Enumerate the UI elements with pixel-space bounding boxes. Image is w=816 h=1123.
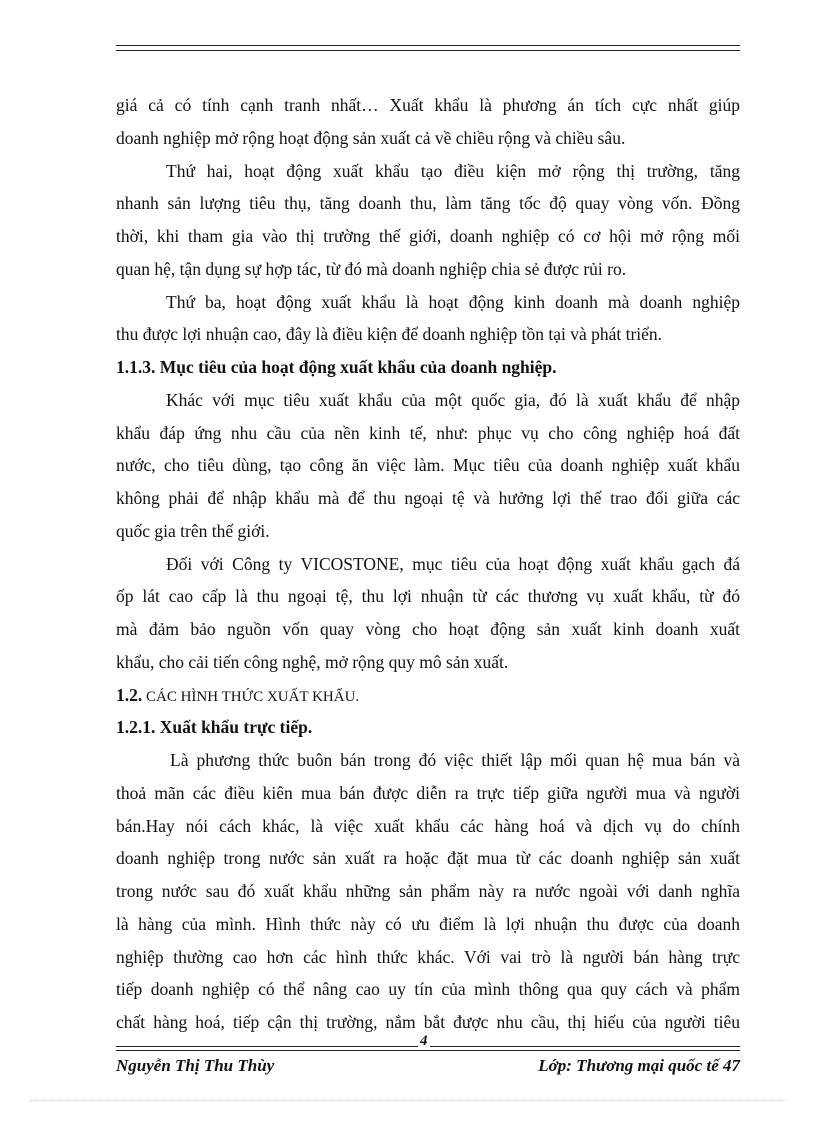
header-rule — [116, 45, 740, 51]
paragraph-line: trong nước sau đó xuất khẩu những sản phẩm này ra nước ngoài với danh nghĩa — [116, 881, 740, 901]
section-number: 1.2. — [116, 684, 143, 705]
footer-author: Nguyễn Thị Thu Thùy — [116, 1056, 275, 1075]
paragraph-line: tiếp doanh nghiệp có thể nâng cao uy tín của mình thông qua quy cách và phẩm — [116, 979, 740, 1000]
paragraph-line: Khác với mục tiêu xuất khẩu của một quốc gia, đó là xuất khẩu để nhập — [166, 389, 740, 410]
paragraph-line: quốc gia trên thế giới. — [116, 520, 270, 541]
paragraph-line: bán.Hay nói cách khác, là việc xuất khẩu các hàng hoá và dịch vụ do chính — [116, 815, 740, 836]
paragraph-line: giá cả có tính cạnh tranh nhất… Xuất khẩu là phương án tích cực nhất giúp — [116, 95, 740, 115]
paragraph-line: chất hàng hoá, tiếp cận thị trường, nắm bắt được nhu cầu, thị hiếu của người tiêu — [116, 1012, 740, 1032]
section-heading: 1.1.3. Mục tiêu của hoạt động xuất khẩu của doanh nghiệp. — [116, 357, 557, 377]
paragraph-line: khẩu đáp ứng nhu cầu của nền kinh tế, như: phục vụ cho công nghiệp hoá đất — [116, 422, 740, 443]
paragraph-line: Thứ ba, hoạt động xuất khẩu là hoạt động kinh doanh mà doanh nghiệp — [166, 291, 740, 312]
paragraph-line: Đối với Công ty VICOSTONE, mục tiêu của hoạt động xuất khẩu gạch đá — [166, 553, 740, 574]
paragraph-line: Thứ hai, hoạt động xuất khẩu tạo điều kiện mở rộng thị trường, tăng — [166, 160, 740, 181]
paragraph-line: Là phương thức buôn bán trong đó việc thiết lập mối quan hệ mua bán và — [170, 750, 740, 770]
subsection-heading: 1.2.1. Xuất khẩu trực tiếp. — [116, 717, 313, 738]
paragraph-line: khẩu, cho cải tiến công nghệ, mở rộng quy mô sản xuất. — [116, 651, 509, 672]
section-title: CÁC HÌNH THỨC XUẤT KHẨU. — [146, 688, 360, 705]
paragraph-line: mà đảm bảo nguồn vốn quay vòng cho hoạt động sản xuất kinh doanh xuất — [116, 619, 740, 639]
paragraph-line: thời, khi tham gia vào thị trường thế giới, doanh nghiệp có cơ hội mở rộng mối — [116, 226, 740, 246]
footer-class: Lớp: Thương mại quốc tế 47 — [538, 1056, 740, 1075]
paragraph-line: không phải để nhập khẩu mà để thu ngoại tệ và hưởng lợi thế trao đổi giữa các — [116, 488, 740, 508]
document-body — [116, 89, 740, 1039]
paragraph-line: thu được lợi nhuận cao, đây là điều kiện để doanh nghiệp tồn tại và phát triển. — [116, 324, 663, 345]
section-heading — [116, 679, 740, 712]
paragraph-line: là hàng của mình. Hình thức này có ưu điểm là lợi nhuận thu được của doanh — [116, 913, 740, 934]
page-number: 4 — [420, 1033, 428, 1049]
paragraph-line: nghiệp thường cao hơn các hình thức khác. Với vai trò là người bán hàng trực — [116, 946, 740, 967]
paragraph-line: doanh nghiệp mở rộng hoạt động sản xuất cả về chiều rộng và chiều sâu. — [116, 127, 626, 148]
paragraph-line: thoả mãn các điều kiên mua bán được diễn ra trực tiếp giữa người mua và người — [116, 782, 740, 803]
page-edge-divider — [30, 1100, 786, 1101]
paragraph-line: nhanh sản lượng tiêu thụ, tăng doanh thu, làm tăng tốc độ quay vòng vốn. Đồng — [116, 193, 740, 214]
paragraph-line: doanh nghiệp trong nước sản xuất ra hoặc đặt mua từ các doanh nghiệp sản xuất — [116, 848, 740, 869]
paragraph-line: quan hệ, tận dụng sự hợp tác, từ đó mà doanh nghiệp chia sẻ được rủi ro. — [116, 258, 627, 279]
paragraph-line: ốp lát cao cấp là thu ngoại tệ, thu lợi nhuận từ các thương vụ xuất khẩu, từ đó — [116, 586, 740, 607]
paragraph-line: nước, cho tiêu dùng, tạo công ăn việc làm. Mục tiêu của doanh nghiệp xuất khẩu — [116, 455, 740, 476]
